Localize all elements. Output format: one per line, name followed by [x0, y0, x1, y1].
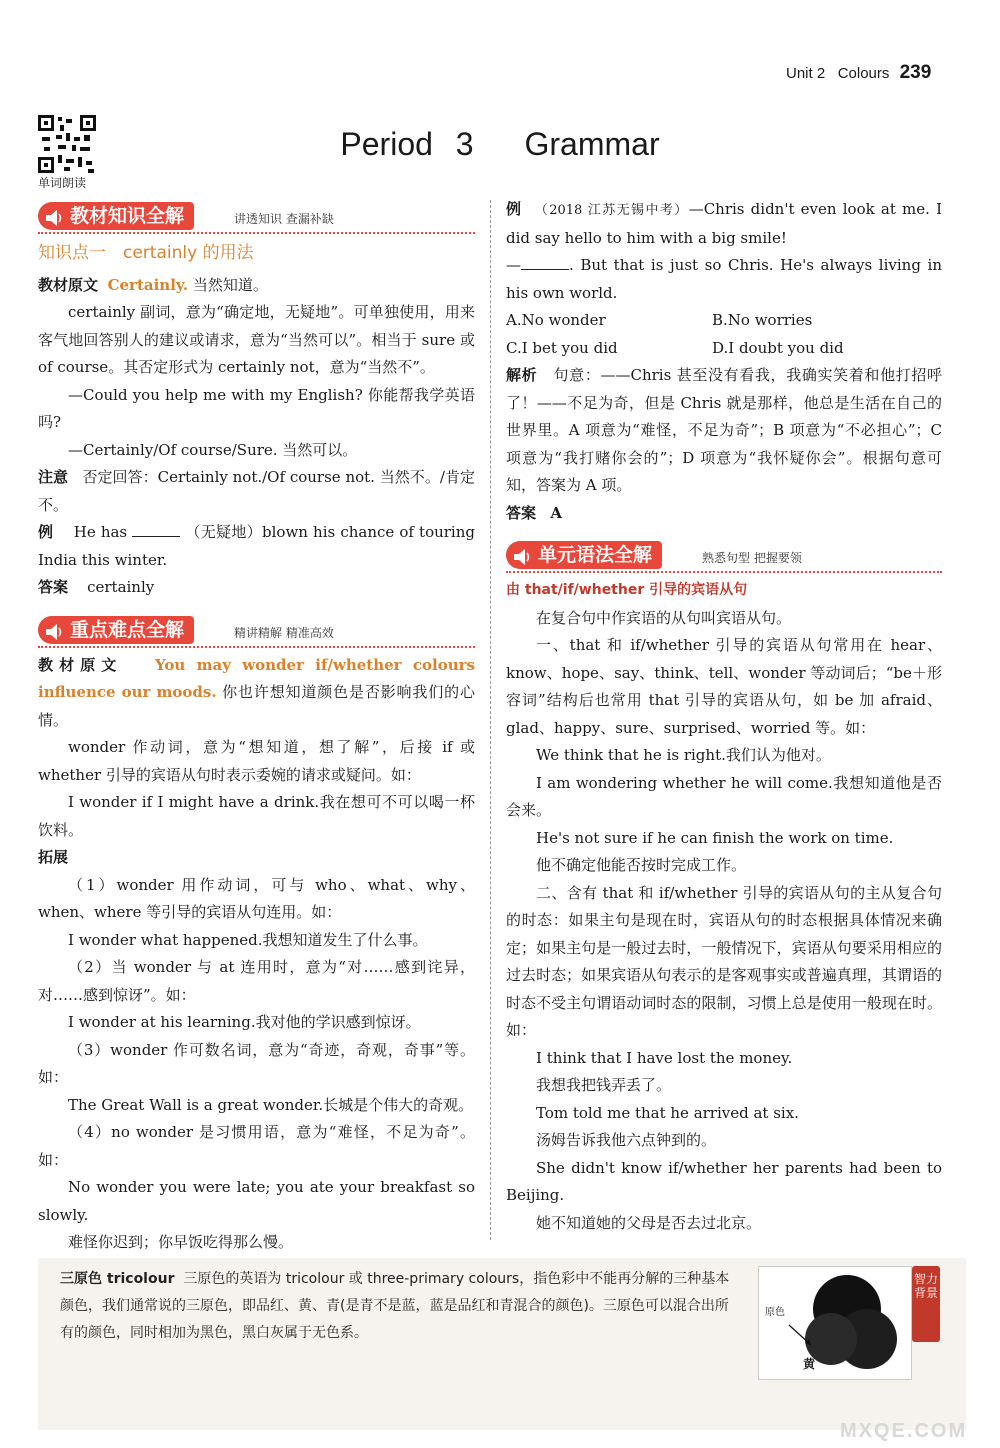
extension-label: 拓展	[38, 848, 69, 866]
exercise-post: （无疑地）blown his chance of touring India this winter.	[38, 523, 475, 569]
example: She didn't know if/whether her parents had been to Beijing.	[506, 1158, 942, 1204]
example: He's not sure if he can finish the work on time.	[536, 828, 894, 847]
section-label: Colours	[837, 65, 890, 82]
right-column	[506, 196, 942, 1237]
watermark-text: MXQE.COM	[840, 1420, 968, 1442]
analysis-text: 句意：——Chris 甚至没有看我，我确实笑着和他打招呼了！——不足为奇，但是 Chris 就是那样，他总是生活在自己的世界里。A 项意为“难怪，不足为奇”；B 项意为“不必担心”；C 项意为“我打赌你会的”；D 项意为“我怀疑你会”。根据句意可知，答案为 A 项。	[506, 366, 942, 494]
title-period: Period 3	[340, 126, 474, 162]
banner-subtitle: 熟悉句型 把握要领	[702, 551, 802, 565]
exercise-question: —Chris didn't even look at me. I did say hello to him with a big smile!	[506, 200, 942, 247]
example: I wonder what happened.我想知道发生了什么事。	[68, 930, 428, 949]
speaker-icon	[512, 548, 532, 566]
fill-blank[interactable]	[521, 255, 569, 270]
speaker-icon	[44, 209, 64, 227]
section-banner-textbook	[38, 200, 475, 234]
running-header	[786, 62, 931, 84]
side-tab: 智力背景	[912, 1266, 940, 1342]
extension-item: （4）no wonder 是习惯用语，意为“难怪，不足为奇”。如：	[38, 1123, 475, 1169]
answer-text: A	[550, 503, 562, 522]
extension-item: （3）wonder 作可数名词，意为“奇迹，奇观，奇事”等。如：	[38, 1040, 475, 1086]
unit-label: Unit 2	[786, 65, 826, 82]
exercise-line	[506, 196, 942, 252]
example: I think that I have lost the money.	[536, 1048, 793, 1067]
source-cn: 当然知道。	[192, 275, 268, 294]
answer-label: 答案	[38, 578, 69, 596]
paragraph: 二、含有 that 和 if/whether 引导的宾语从句的主从复合句的时态：如果主句是现在时，宾语从句的时态根据具体情况来确定；如果主句是一般过去时，一般情况下，宾语从句要采用相应的过去时态；如果宾语从句表示的是客观事实或普遍真理，其谓语的时态不受主句谓语动词时态的限制，习惯上总是使用一般现在时。如：	[506, 883, 942, 1039]
example: We think that he is right.我们认为他对。	[536, 746, 831, 764]
fill-blank[interactable]	[132, 522, 180, 537]
answer-label: 答案	[506, 503, 537, 522]
banner-title: 重点难点全解	[38, 616, 194, 644]
page-title	[0, 126, 1000, 163]
example-translation: 汤姆告诉我他六点钟到的。	[536, 1131, 717, 1149]
banner-rule	[506, 571, 942, 573]
example-translation: 他不确定他能否按时完成工作。	[536, 856, 747, 874]
exercise-label: 例	[38, 523, 54, 541]
example: I wonder at his learning.我对他的学识感到惊讶。	[68, 1013, 421, 1031]
exercise-label: 例	[506, 200, 523, 218]
background-info-text	[60, 1266, 740, 1347]
color-circles-icon	[759, 1267, 911, 1379]
analysis-line	[506, 362, 942, 500]
paragraph: 一、that 和 if/whether 引导的宾语从句常用在 hear、know、hope、say、think、tell、wonder 等动词后；“be＋形容词”结构后也常用 that 引导的宾语从句，如 be 加 afraid、glad、happy、sure、surprised、worried 等。如：	[506, 636, 942, 737]
illustration-label-left: 原色	[765, 1307, 785, 1318]
tricolour-illustration	[758, 1266, 912, 1380]
banner-title: 教材知识全解	[38, 202, 194, 230]
banner-title: 单元语法全解	[506, 541, 662, 569]
example-translation: 她不知道她的父母是否去过北京。	[536, 1213, 762, 1232]
source-label: 教材原文	[38, 275, 99, 294]
note-line	[38, 464, 475, 519]
banner-subtitle: 精讲精解 精准高效	[234, 625, 334, 640]
banner-subtitle: 讲透知识 查漏补缺	[234, 212, 334, 226]
answer-text: certainly	[87, 578, 155, 596]
option-b[interactable]: B.No worries	[712, 311, 813, 329]
answer-line	[506, 500, 942, 528]
source-line	[38, 652, 475, 735]
example-question: —Could you help me with my English? 你能帮我学英语吗?	[38, 385, 475, 431]
banner-rule	[38, 232, 475, 234]
exercise-source: （2018 江苏无锡中考）	[534, 203, 689, 218]
illustration-label-bottom: 黄	[803, 1357, 816, 1371]
extension-item: （2）当 wonder 与 at 连用时，意为“对……感到诧异，对……感到惊讶”。如：	[38, 958, 475, 1004]
source-en: Certainly.	[107, 275, 189, 294]
note-text: 否定回答：Certainly not./Of course not. 当然不。/肯定不。	[38, 468, 475, 514]
section-banner-key-points	[38, 614, 475, 648]
source-label: 教材原文	[38, 655, 123, 674]
answer-line	[38, 574, 475, 602]
options-row	[506, 307, 942, 335]
left-column	[38, 200, 475, 1257]
column-divider	[490, 200, 491, 1240]
analysis-label: 解析	[506, 366, 538, 384]
speaker-icon	[44, 623, 64, 641]
option-d[interactable]: D.I doubt you did	[712, 338, 844, 357]
exercise-response: — . But that is just so Chris. He's always living in his own world.	[506, 256, 942, 302]
knowledge-point-title: 知识点一 certainly 的用法	[38, 243, 254, 263]
option-c[interactable]: C.I bet you did	[506, 338, 618, 357]
example: The Great Wall is a great wonder.长城是个伟大的奇观。	[68, 1095, 474, 1114]
page-number: 239	[899, 62, 932, 83]
example-translation: 难怪你迟到；你早饭吃得那么慢。	[68, 1233, 294, 1251]
paragraph: certainly 副词，意为“确定地，无疑地”。可单独使用，用来客气地回答别人的建议或请求，意为“当然可以”。相当于 sure 或 of course。其否定形式为 certainly not，意为“当然不”。	[38, 303, 475, 376]
note-label: 注意	[38, 468, 69, 486]
qr-label: 单词朗读	[38, 176, 87, 190]
example: I wonder if I might have a drink.我在想可不可以喝一杯饮料。	[38, 793, 475, 839]
exercise-pre: He has	[73, 523, 128, 541]
extension-item: （1）wonder 用作动词，可与 who、what、why、when、where 等引导的宾语从句连用。如：	[38, 875, 475, 921]
banner-rule	[38, 646, 475, 648]
options-row	[506, 335, 942, 363]
source-cn: 你也许想知道颜色是否影响我们的心情。	[38, 683, 475, 729]
info-body: 三原色的英语为 tricolour 或 three-primary colours，指色彩中不能再分解的三种基本颜色，我们通常说的三原色，即品红、黄、青(是青不是蓝，蓝是品红和青混合的颜色)。三原色可以混合出所有的颜色，同时相加为黑色，黑白灰属于无色系。	[60, 1271, 730, 1341]
example-answer: —Certainly/Of course/Sure. 当然可以。	[68, 440, 358, 459]
paragraph: 在复合句中作宾语的从句叫宾语从句。	[536, 608, 792, 627]
example: No wonder you were late; you ate your breakfast so slowly.	[38, 1178, 475, 1224]
exercise-line	[38, 519, 475, 574]
info-term: 三原色 tricolour	[60, 1271, 175, 1287]
section-banner-grammar	[506, 539, 942, 573]
example: Tom told me that he arrived at six.	[536, 1103, 799, 1122]
example-translation: 我想我把钱弄丢了。	[536, 1076, 672, 1094]
title-topic: Grammar	[524, 126, 660, 162]
paragraph: wonder 作动词，意为“想知道，想了解”，后接 if 或 whether 引导的宾语从句时表示委婉的请求或疑问。如：	[38, 738, 475, 784]
source-line	[38, 272, 475, 300]
example: I am wondering whether he will come.我想知道他是否会来。	[506, 773, 942, 819]
source-en: You may wonder if/whether colours influence our moods.	[38, 655, 475, 701]
grammar-title: 由 that/if/whether 引导的宾语从句	[506, 582, 748, 598]
option-a[interactable]: A.No wonder	[506, 311, 606, 329]
